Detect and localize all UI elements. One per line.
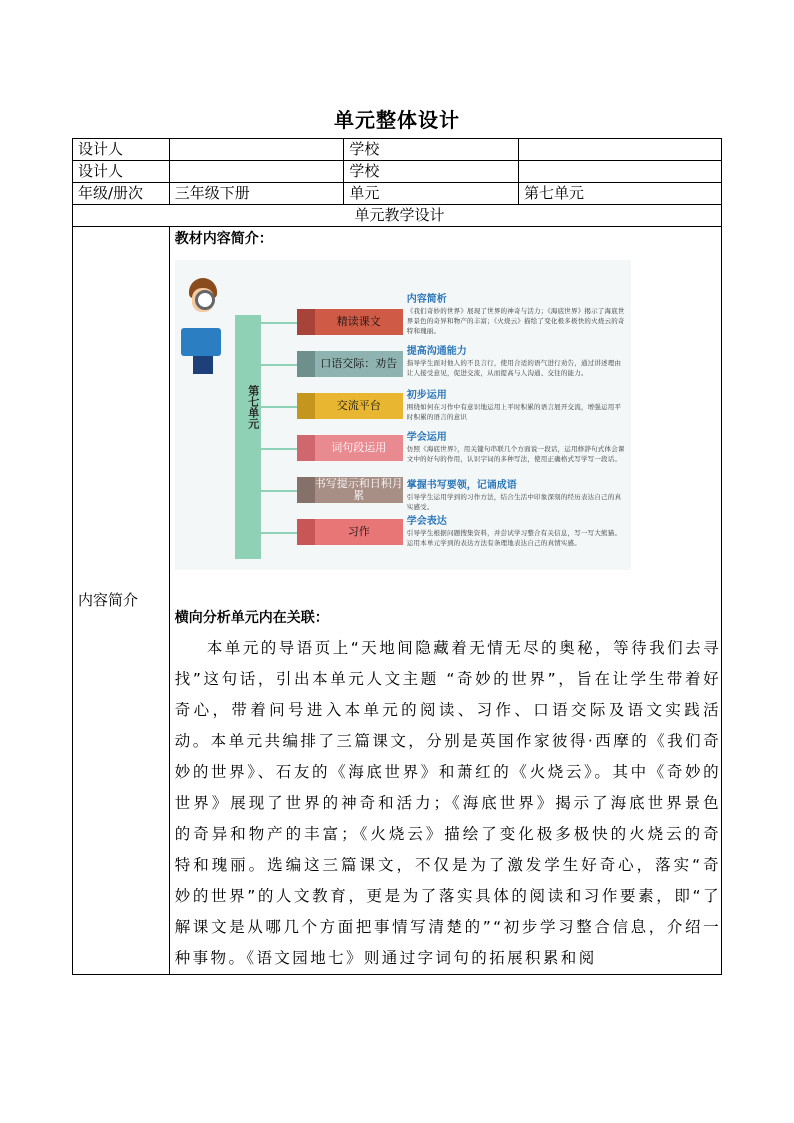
- analysis-text: 本单元的导语页上“天地间隐藏着无情无尽的奥秘，等待我们去寻找”这句话，引出本单元人文主题 “奇妙的世界”，旨在让学生带着好奇心，带着问号进入本单元的阅读、习作、口语交际及语文实践活动。本单元共编排了三篇课文，分别是英国作家彼得·西摩的《我们奇妙的世界》、石友的《海底世界》和萧红的《火烧云》。其中《奇妙的世界》展现了世界的神奇和活力；《海底世界》揭示了海底世界景色的奇异和物产的丰富；《火烧云》描绘了变化极多极快的火烧云的奇特和瑰丽。选编这三篇课文，不仅是为了激发学生好奇心，落实“奇妙的世界”的人文教育，更是为了落实具体的阅读和习作要素，即“了解课文是从哪几个方面把事情写清楚的”“初步学习整合信息，介绍一种事物。《语文园地七》则通过字词句的拓展积累和阅: [174, 639, 721, 967]
- cell-value[interactable]: [169, 139, 344, 161]
- table-row: [73, 205, 722, 227]
- page-title: 单元整体设计: [334, 108, 460, 132]
- cell-label: 设计人: [73, 161, 170, 183]
- table-row: [73, 227, 722, 975]
- unit-bar: [235, 315, 261, 559]
- diagram-heading: 初步运用: [406, 390, 447, 401]
- diagram-heading: 掌握书写要领，记诵成语: [406, 480, 517, 491]
- cell-value[interactable]: 三年级下册: [169, 183, 344, 205]
- content-label: 内容简介: [73, 227, 170, 975]
- diagram-box-words: 词句段运用: [315, 435, 403, 461]
- analysis-paragraph: [175, 633, 721, 974]
- diagram-heading: 学会表达: [406, 516, 447, 527]
- unit-diagram: [175, 260, 631, 570]
- diagram-text: 引导学生根据问题搜集资料，并尝试学习整合有关信息，写一写大熊猫。运用本单元学到的表达方法有条理地表达自己的真情实感。: [406, 529, 622, 547]
- cell-label: 设计人: [73, 139, 170, 161]
- cell-value[interactable]: [169, 161, 344, 183]
- cell-value[interactable]: [519, 139, 722, 161]
- cell-label: 年级/册次: [73, 183, 170, 205]
- diagram-box-writing-tips: 书写提示和日积月累: [314, 477, 403, 502]
- diagram-text: 仿照《海底世界》，用关键句串联几个方面说一段话，运用修辞句式体会课文中的好句的作用，认识字词的多种写法，使用正确格式写学写一段话。: [406, 445, 625, 463]
- cell-label: 学校: [344, 161, 519, 183]
- cell-value[interactable]: [519, 161, 722, 183]
- diagram-text: 《我们奇妙的世界》展现了世界的神奇与活力；《海底世界》揭示了海底世界景色的奇异和物产的丰富；《火烧云》描绘了变化极多极快的火烧云的奇特和瑰丽。: [406, 307, 625, 335]
- content-cell[interactable]: [169, 227, 721, 975]
- diagram-box-reading: 精读课文: [315, 309, 403, 335]
- section-header: 单元教学设计: [73, 205, 722, 227]
- diagram-heading: 内容简析: [406, 294, 447, 305]
- diagram-box-composition: 习作: [315, 519, 403, 545]
- cell-value[interactable]: 第七单元: [519, 183, 722, 205]
- cell-label: 单元: [344, 183, 519, 205]
- diagram-heading: 提高沟通能力: [406, 346, 467, 357]
- subtitle-analysis: 横向分析单元内在关联：: [174, 610, 329, 626]
- design-table: [72, 138, 722, 975]
- diagram-heading: 学会运用: [406, 432, 447, 443]
- student-illustration: [189, 278, 219, 368]
- table-row: [73, 139, 722, 161]
- subtitle-materials: 教材内容简介：: [174, 231, 273, 247]
- diagram-text: 围绕如何在习作中有意识地运用上平时积累的语言展开交流，增强运用平时积累的语言的意识: [406, 403, 622, 421]
- diagram-box-oral: 口语交际：劝告: [315, 351, 403, 377]
- unit-label: 第七单元: [246, 385, 260, 429]
- diagram-box-exchange: 交流平台: [315, 393, 403, 419]
- table-row: [73, 183, 722, 205]
- diagram-text: 指导学生面对他人的不良言行，使用合适的语气进行劝告，通过讲述理由让人接受意见，促进交流，从而提高与人沟通、交往的能力。: [406, 359, 622, 377]
- diagram-text: 引导学生运用学到的习作方法，结合生活中印象深刻的经历表达自己的真实感受。: [406, 493, 622, 511]
- cell-label: 学校: [344, 139, 519, 161]
- table-row: [73, 161, 722, 183]
